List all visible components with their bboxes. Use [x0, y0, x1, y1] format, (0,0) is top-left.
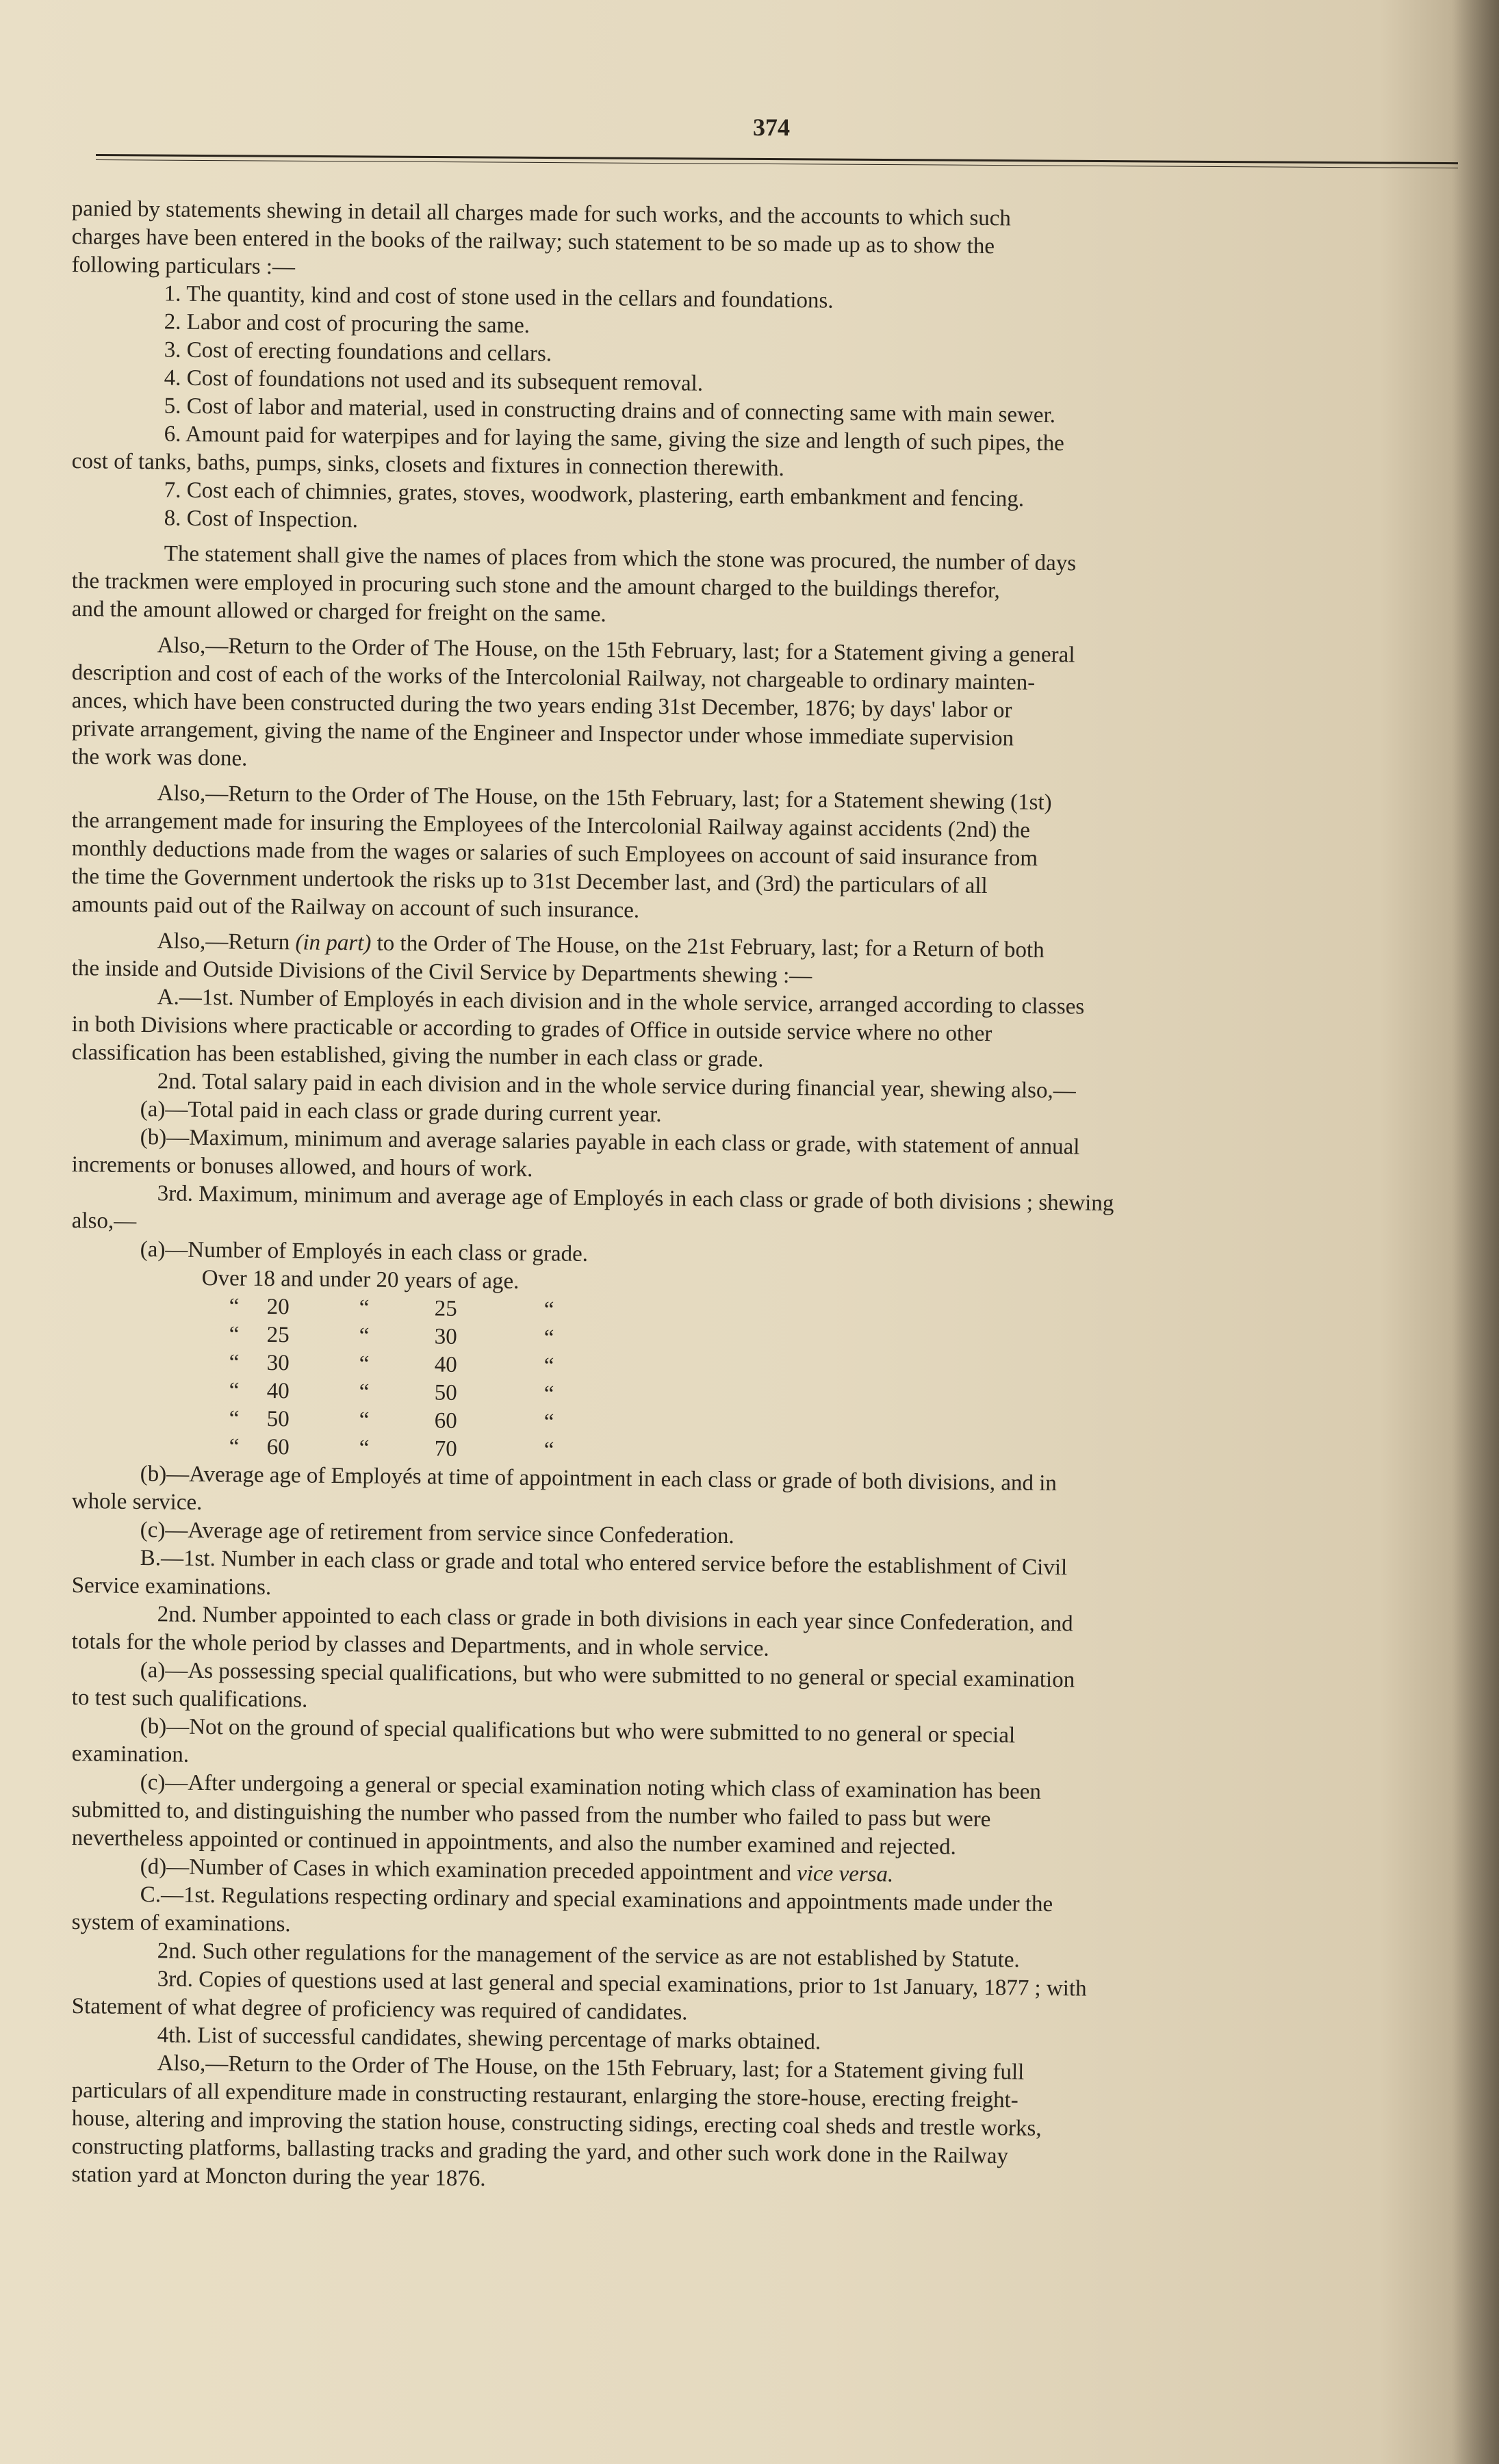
section-b2d-italic: vice versa. [797, 1861, 894, 1887]
age-header: Over 18 and under 20 years of age. [201, 1265, 520, 1294]
return-text: Also,—Return [157, 929, 296, 955]
age-to: 40 [434, 1352, 457, 1377]
age-to: 25 [434, 1296, 457, 1321]
section-b2-line: totals for the whole period by classes and Departments, and in whole service. [71, 1629, 769, 1661]
particular-item: 8. Cost of Inspection. [164, 506, 359, 533]
return-paragraph: amounts paid out of the Railway on account of such insurance. [71, 892, 640, 923]
section-a3-sub: (b)—Average age of Employés at time of appointment in each class or grade of both divisions, and in [140, 1462, 1058, 1496]
section-b-line: B.—1st. Number in each class or grade and total who entered service before the establishment of Civil [140, 1546, 1068, 1581]
ditto-mark: “ [543, 1297, 554, 1323]
section-b2-sub: (b)—Not on the ground of special qualifications but who were submitted to no general or special [140, 1714, 1016, 1748]
return-italic-text: (in part) [295, 930, 372, 956]
age-to: 30 [434, 1324, 457, 1349]
ditto-mark: “ [543, 1410, 554, 1435]
return-paragraph: private arrangement, giving the name of the Engineer and Inspector under whose immediate supervision [71, 716, 1014, 751]
particular-item: 7. Cost each of chimnies, grates, stoves, woodwork, plastering, earth embankment and fencing. [164, 478, 1025, 512]
ditto-mark: “ [359, 1323, 370, 1349]
return-paragraph: the inside and Outside Divisions of the Civil Service by Departments shewing :— [71, 955, 812, 989]
ditto-mark: “ [229, 1378, 240, 1403]
section-c-line: 2nd. Such other regulations for the management of the service as are not established by Statute. [157, 1938, 1020, 1973]
ditto-mark: “ [229, 1322, 240, 1347]
section-a3-line: also,— [71, 1208, 137, 1234]
intro-line: charges have been entered in the books of the railway; such statement to be so made up as to show the [71, 224, 995, 259]
return-paragraph: station yard at Moncton during the year 1876. [71, 2162, 486, 2192]
ditto-mark: “ [229, 1294, 240, 1319]
age-to: 70 [434, 1436, 457, 1462]
statement-paragraph: and the amount allowed or charged for freight on the same. [71, 596, 606, 627]
age-from: 20 [266, 1294, 290, 1320]
return-paragraph: the work was done. [71, 744, 248, 771]
return-paragraph: the arrangement made for insuring the Employees of the Intercolonial Railway against accidents (2nd) the [71, 807, 1031, 843]
page-number: 374 [753, 114, 790, 141]
section-a3-sub: (c)—Average age of retirement from service since Confederation. [140, 1518, 734, 1549]
ditto-mark: “ [543, 1353, 554, 1379]
intro-line: panied by statements shewing in detail all charges made for such works, and the accounts to which such [71, 196, 1012, 231]
particular-item: 4. Cost of foundations not used and its subsequent removal. [164, 365, 704, 396]
particular-item: 3. Cost of erecting foundations and cellars. [164, 337, 552, 367]
section-b2-line: 2nd. Number appointed to each class or grade in both divisions in each year since Confederation, and [157, 1602, 1073, 1637]
ditto-mark: “ [543, 1382, 554, 1407]
return-paragraph: description and cost of each of the works of the Intercolonial Railway, not chargeable to ordinary mainten- [71, 660, 1036, 695]
section-a3-sub: whole service. [71, 1489, 203, 1515]
ditto-mark: “ [359, 1295, 370, 1321]
return-paragraph: ances, which have been constructed during the two years ending 31st December, 1876; by days' labor or [71, 688, 1012, 723]
section-b2-sub: (a)—As possessing special qualifications, but who were submitted to no general or special examination [140, 1658, 1075, 1693]
age-from: 25 [266, 1322, 290, 1348]
statement-paragraph: the trackmen were employed in procuring such stone and the amount charged to the buildings therefor, [71, 568, 1001, 604]
return-text: to the Order of The House, on the 21st February, last; for a Return of both [371, 931, 1045, 963]
section-b2-sub: nevertheless appointed or continued in appointments, and also the number examined and rejected. [71, 1826, 957, 1860]
section-b2-sub: to test such qualifications. [71, 1685, 308, 1713]
ditto-mark: “ [543, 1438, 554, 1463]
binding-shadow [1451, 0, 1499, 2464]
age-from: 40 [266, 1378, 290, 1404]
section-b2-sub: examination. [71, 1741, 190, 1767]
particular-item-continued: cost of tanks, baths, pumps, sinks, closets and fixtures in connection therewith. [71, 448, 785, 481]
particular-item: 6. Amount paid for waterpipes and for laying the same, giving the size and length of such pipes, the [164, 422, 1065, 456]
ditto-mark: “ [229, 1434, 240, 1460]
section-b2-sub: submitted to, and distinguishing the number who passed from the number who failed to pass but were [71, 1798, 991, 1832]
section-a3-sub: (a)—Number of Employés in each class or grade. [140, 1237, 589, 1267]
age-to: 60 [434, 1408, 457, 1434]
section-a-line: in both Divisions where practicable or according to grades of Office in outside service where no other [71, 1011, 992, 1047]
return-paragraph: Also,—Return to the Order of The House, on the 15th February, last; for a Statement shewing (1st) [157, 781, 1052, 815]
section-c-line: system of examinations. [71, 1910, 291, 1937]
age-to: 50 [434, 1380, 457, 1405]
ditto-mark: “ [359, 1351, 370, 1377]
ditto-mark: “ [229, 1350, 240, 1375]
return-paragraph: house, altering and improving the station house, constructing sidings, erecting coal sheds and trestle works, [71, 2106, 1042, 2141]
section-c-line: C.—1st. Regulations respecting ordinary and special examinations and appointments made under the [140, 1882, 1053, 1917]
intro-line: following particulars :— [71, 252, 296, 280]
age-from: 50 [266, 1406, 290, 1432]
age-from: 30 [266, 1350, 290, 1376]
section-a2-line: 2nd. Total salary paid in each division and in the whole service during financial year, shewing also,— [157, 1069, 1076, 1104]
section-c-line: 3rd. Copies of questions used at last general and special examinations, prior to 1st January, 1877 ; with [157, 1967, 1087, 2001]
section-a2-sub: increments or bonuses allowed, and hours of work. [71, 1152, 533, 1182]
section-a2-sub: (b)—Maximum, minimum and average salaries payable in each class or grade, with statement of annual [140, 1125, 1080, 1160]
particular-item: 5. Cost of labor and material, used in constructing drains and of connecting same with main sewer. [164, 393, 1056, 428]
ditto-mark: “ [359, 1436, 370, 1461]
section-b-line: Service examinations. [71, 1573, 272, 1600]
ditto-mark: “ [359, 1379, 370, 1405]
statement-paragraph: The statement shall give the names of places from which the stone was procured, the number of days [164, 541, 1077, 576]
particular-item: 2. Labor and cost of procuring the same. [164, 309, 530, 339]
section-a-line: classification has been established, giving the number in each class or grade. [71, 1039, 764, 1072]
particular-item: 1. The quantity, kind and cost of stone used in the cellars and foundations. [164, 281, 834, 313]
section-a2-sub: (a)—Total paid in each class or grade during current year. [140, 1097, 662, 1128]
header-rule-thick [96, 154, 1458, 164]
return-paragraph: Also,—Return to the Order of The House, on the 15th February, last; for a Statement giving full [157, 2051, 1025, 2085]
section-b2-sub: (c)—After undergoing a general or special examination noting which class of examination has been [140, 1770, 1042, 1804]
ditto-mark: “ [359, 1408, 370, 1433]
ditto-mark: “ [229, 1406, 240, 1431]
return-paragraph: the time the Government undertook the risks up to 31st December last, and (3rd) the particulars of all [71, 864, 988, 899]
return-paragraph: particulars of all expenditure made in constructing restaurant, enlarging the store-house, erecting freight- [71, 2078, 1018, 2113]
section-b2d-text: (d)—Number of Cases in which examination preceded appointment and [140, 1854, 797, 1886]
age-from: 60 [266, 1434, 290, 1460]
return-paragraph: constructing platforms, ballasting tracks and grading the yard, and other such work done in the Railway [71, 2134, 1009, 2169]
return-paragraph: Also,—Return to the Order of The House, on the 15th February, last; for a Statement giving a general [157, 633, 1075, 668]
section-a3-line: 3rd. Maximum, minimum and average age of Employés in each class or grade of both divisions ; shewing [157, 1181, 1114, 1216]
section-a-line: A.—1st. Number of Employés in each division and in the whole service, arranged according to classes [157, 985, 1085, 1020]
header-rule [96, 154, 1458, 173]
return-paragraph: monthly deductions made from the wages or salaries of such Employees on account of said insurance from [71, 835, 1038, 871]
ditto-mark: “ [543, 1325, 554, 1351]
document-body [71, 195, 1434, 2192]
section-c-line: 4th. List of successful candidates, shewing percentage of marks obtained. [157, 2023, 821, 2055]
section-c-line: Statement of what degree of proficiency was required of candidates. [71, 1994, 688, 2025]
